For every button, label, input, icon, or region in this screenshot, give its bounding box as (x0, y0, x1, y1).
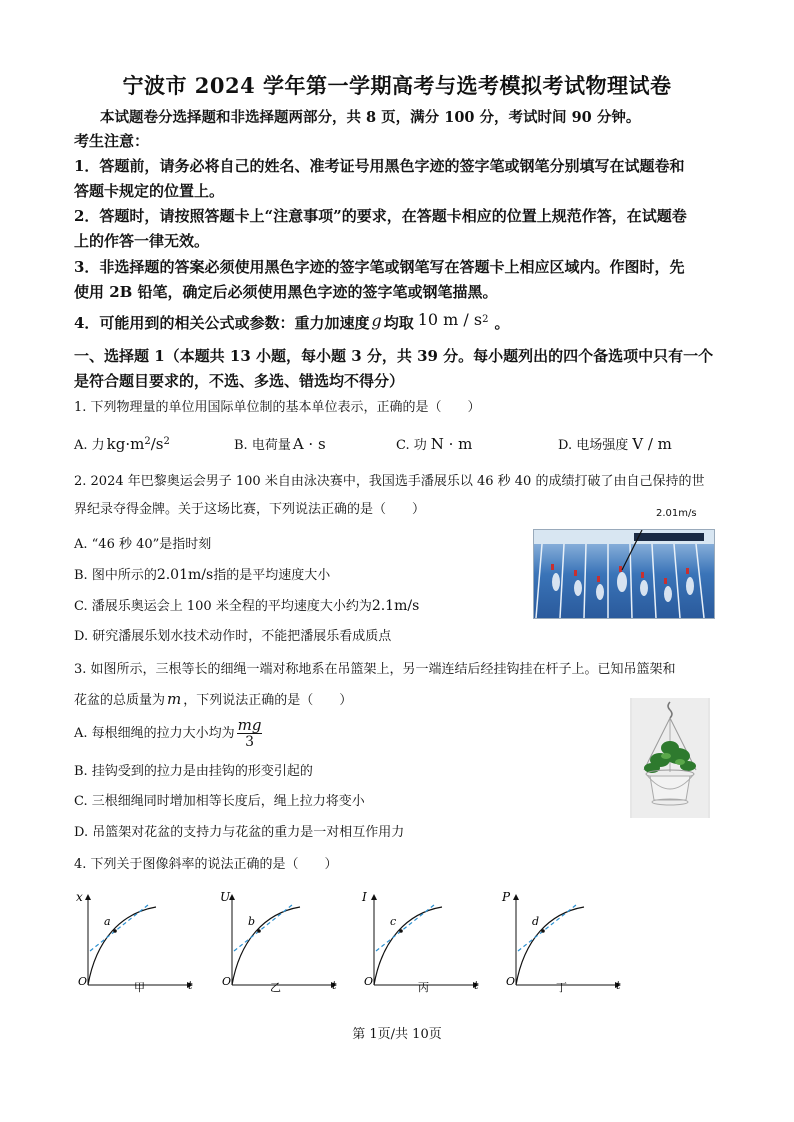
q2-option-b[interactable] (74, 565, 330, 586)
point-label: b (248, 915, 256, 928)
page-footer: 第 1页/共 10页 (352, 1027, 442, 1042)
q2-option-b-value: 2.01m/s (156, 567, 214, 583)
graph-caption: 丁 (556, 981, 567, 993)
q3-stem-post: ，下列说法正确的是（ ） (183, 693, 353, 708)
q1-option-c[interactable] (396, 434, 472, 456)
origin-label: O (506, 975, 516, 988)
q3-stem-line1: 3. 如图所示，三根等长的细绳一端对称地系在吊篮架上，另一端连结后经挂钩挂在杆子上。已知吊篮架和 (74, 662, 676, 677)
y-axis-label: x (76, 890, 83, 904)
origin-label: O (364, 975, 374, 988)
notice-item-4 (74, 312, 510, 337)
point-label: c (390, 915, 397, 928)
q2-option-b-pre: B. 图中所示的 (74, 568, 157, 583)
exam-intro: 本试题卷分选择题和非选择题两部分，共 8 页，满分 100 分，考试时间 90 分钟。 (100, 109, 641, 126)
tangent-point (113, 929, 117, 933)
q1-option-d[interactable] (558, 434, 672, 456)
graph-caption: 丙 (418, 981, 429, 993)
section-1-heading-line2: 是符合题目要求的，不选、多选、错选均不得分） (74, 372, 405, 390)
q3-stem-line2 (74, 689, 352, 711)
q4-graph-1 (66, 885, 206, 997)
q2-stem-line2: 界纪录夺得金牌。关于这场比赛，下列说法正确的是（ ） (74, 502, 426, 517)
q2-option-b-post: 指的是平均速度大小 (213, 568, 331, 583)
q1-option-d-unit: V / m (632, 435, 672, 453)
q3-option-d[interactable]: D. 吊篮架对花盆的支持力与花盆的重力是一对相互作用力 (74, 825, 405, 840)
q1-option-d-label: D. 电场强度 (558, 438, 629, 453)
notice-item-4-end: 。 (494, 314, 510, 332)
q1-option-c-unit: N · m (430, 435, 473, 453)
q1-stem: 1. 下列物理量的单位用国际单位制的基本单位表示，正确的是（ ） (74, 400, 481, 415)
graph-caption: 乙 (270, 981, 281, 993)
notice-item-2-line1: 2．答题时，请按照答题卡上“注意事项”的要求，在答题卡相应的位置上规范作答，在试题卷 (74, 207, 687, 225)
q1-option-b[interactable] (234, 434, 326, 456)
swimming-pool-photo (533, 529, 715, 619)
q1-option-a-label: A. 力 (74, 438, 105, 453)
q2-stem-line1: 2. 2024 年巴黎奥运会男子 100 米自由泳决赛中，我国选手潘展乐以 46 秒 40 的成绩打破了由自己保持的世 (74, 474, 705, 489)
q3-stem-pre: 花盆的总质量为 (74, 693, 166, 708)
swim-speed-label: 2.01m/s (656, 508, 697, 519)
notice-item-3-line2: 使用 2B 铅笔，确定后必须使用黑色字迹的签字笔或钢笔描黑。 (74, 283, 498, 301)
x-axis-label: t (332, 979, 337, 992)
q3-mass-var: m (167, 690, 182, 708)
q3-option-c[interactable]: C. 三根细绳同时增加相等长度后，绳上拉力将变小 (74, 794, 365, 809)
q1-option-b-unit: A · s (292, 435, 326, 453)
graph-caption: 甲 (134, 981, 145, 993)
notice-item-3-line1: 3．非选择题的答案必须使用黑色字迹的签字笔或钢笔写在答题卡上相应区域内。作图时，先 (74, 258, 685, 276)
q3-option-b[interactable]: B. 挂钩受到的拉力是由挂钩的形变引起的 (74, 764, 313, 779)
page-title: 宁波市 2024 学年第一学期高考与选考模拟考试物理试卷 (122, 73, 672, 98)
x-axis-label: t (188, 979, 193, 992)
q4-graph-3 (352, 885, 492, 997)
notice-item-2-line2: 上的作答一律无效。 (74, 232, 210, 250)
q2-option-c-value: 2.1m/s (371, 598, 420, 614)
x-axis-label: t (616, 979, 621, 992)
q3-option-a-fraction (237, 717, 263, 750)
notice-item-4-mid: 均取 (383, 314, 414, 332)
q4-graph-2 (210, 885, 350, 997)
curve (516, 907, 584, 985)
q2-option-c-pre: C. 潘展乐奥运会上 100 米全程的平均速度大小约为 (74, 599, 372, 614)
curve (374, 907, 442, 985)
notice-item-1-line2: 答题卡规定的位置上。 (74, 182, 225, 200)
q1-option-a-unit: kg·m (106, 435, 145, 453)
curve (88, 907, 156, 985)
y-axis-label: U (220, 890, 231, 904)
q1-option-b-label: B. 电荷量 (234, 438, 291, 453)
q3-option-a[interactable] (74, 717, 262, 750)
q2-option-c[interactable] (74, 596, 419, 617)
q3-option-a-pre: A. 每根细绳的拉力大小均为 (74, 725, 235, 741)
origin-label: O (222, 975, 232, 988)
section-1-heading-line1: 一、选择题 1（本题共 13 小题，每小题 3 分，共 39 分。每小题列出的四个备选项中只有一个 (74, 347, 714, 365)
x-axis-label: t (474, 979, 479, 992)
point-label: a (104, 915, 111, 928)
q1-option-a-slash: /s (150, 435, 164, 453)
notice-item-1-line1: 1．答题前，请务必将自己的姓名、准考证号用黑色字迹的签字笔或钢笔分别填写在试题卷和 (74, 157, 685, 175)
q2-option-d[interactable]: D. 研究潘展乐划水技术动作时，不能把潘展乐看成质点 (74, 629, 392, 644)
q1-option-c-label: C. 功 (396, 438, 427, 453)
y-axis-label: P (502, 890, 511, 904)
gravity-value: 10 m / s (417, 310, 483, 329)
q2-option-a[interactable]: A. “46 秒 40”是指时刻 (74, 537, 212, 552)
origin-label: O (78, 975, 88, 988)
point-label: d (532, 915, 540, 928)
q4-stem: 4. 下列关于图像斜率的说法正确的是（ ） (74, 857, 338, 872)
tangent-point (541, 929, 545, 933)
gravity-exponent: 2 (482, 314, 489, 325)
notice-heading: 考生注意： (74, 132, 150, 150)
hanging-basket-photo (630, 698, 710, 818)
gravity-symbol: g (371, 311, 382, 330)
tangent-point (257, 929, 261, 933)
notice-item-4-prefix: 4．可能用到的相关公式或参数：重力加速度 (74, 314, 370, 332)
q3-fraction-denominator: 3 (245, 734, 255, 750)
q1-option-a-exp2: 2 (163, 436, 170, 447)
q4-graph-4 (494, 885, 634, 997)
y-axis-label: I (362, 890, 367, 904)
curve (232, 907, 300, 985)
q1-option-a[interactable] (74, 434, 170, 457)
q3-fraction-numerator: mg (237, 716, 262, 734)
q1-option-a-exp1: 2 (144, 436, 151, 447)
tangent-point (399, 929, 403, 933)
